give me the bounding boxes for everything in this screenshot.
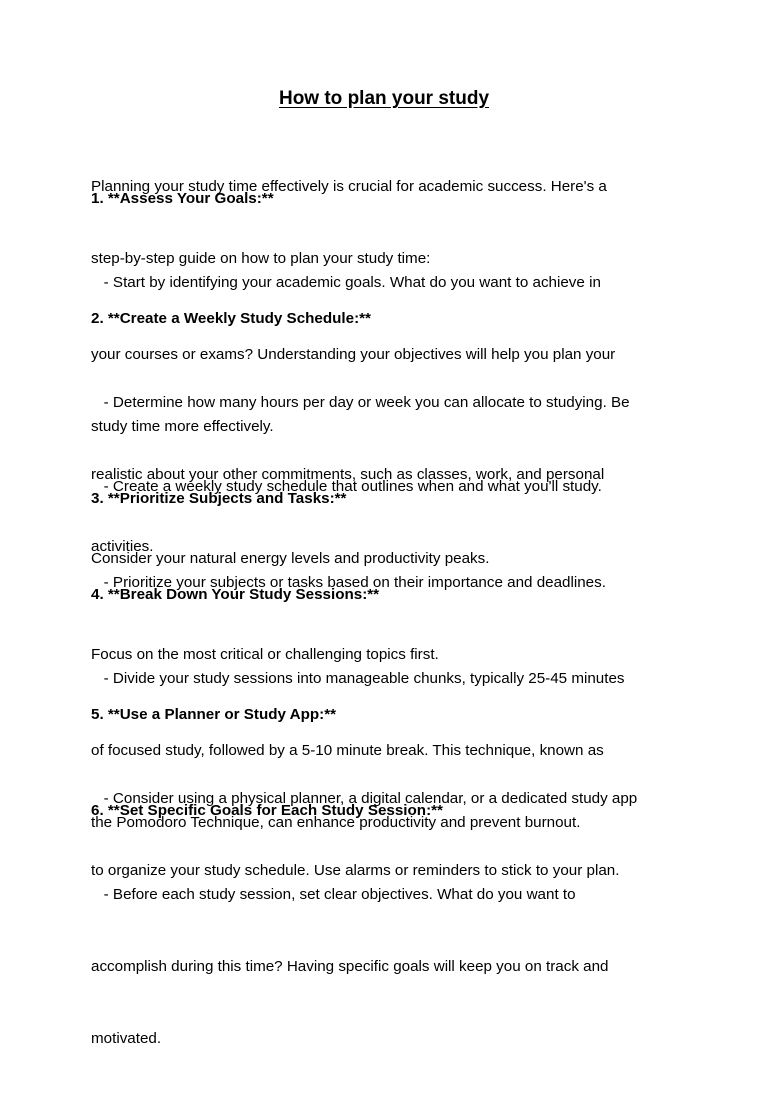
paragraph-line: study time more effectively.	[91, 418, 274, 435]
intro-line: Planning your study time effectively is crucial for academic success. Here's a	[91, 178, 607, 195]
paragraph-line: activities.	[91, 538, 154, 555]
document-title: How to plan your study	[278, 88, 490, 109]
paragraph-line: the Pomodoro Technique, can enhance productivity and prevent burnout.	[91, 814, 581, 831]
paragraph-line: - Consider using a physical planner, a digital calendar, or a dedicated study app	[91, 790, 638, 807]
paragraph-line: your courses or exams? Understanding your objectives will help you plan your	[91, 346, 616, 363]
paragraph-line: - Prioritize your subjects or tasks based on their importance and deadlines.	[91, 574, 606, 591]
section-heading: 5. **Use a Planner or Study App:**	[91, 706, 337, 723]
intro-line: step-by-step guide on how to plan your study time:	[91, 250, 431, 267]
section-heading: 2. **Create a Weekly Study Schedule:**	[91, 310, 371, 327]
section-heading: 1. **Assess Your Goals:**	[91, 190, 274, 207]
section-paragraph	[91, 835, 691, 1099]
paragraph-line: realistic about your other commitments, such as classes, work, and personal	[91, 466, 605, 483]
paragraph-line: Consider your natural energy levels and productivity peaks.	[91, 550, 490, 567]
section-heading: 4. **Break Down Your Study Sessions:**	[91, 586, 380, 603]
paragraph-line: of focused study, followed by a 5-10 minute break. This technique, known as	[91, 742, 604, 759]
paragraph-line: - Determine how many hours per day or week you can allocate to studying. Be	[91, 394, 630, 411]
paragraph-line: to organize your study schedule. Use alarms or reminders to stick to your plan.	[91, 862, 620, 879]
paragraph-line: Focus on the most critical or challenging topics first.	[91, 646, 439, 663]
paragraph-line: - Create a weekly study schedule that outlines when and what you'll study.	[91, 478, 602, 495]
section-heading: 6. **Set Specific Goals for Each Study Session:**	[91, 802, 443, 819]
section-heading: 3. **Prioritize Subjects and Tasks:**	[91, 490, 347, 507]
paragraph-line: - Divide your study sessions into manageable chunks, typically 25-45 minutes	[91, 670, 625, 687]
paragraph-line: accomplish during this time? Having specific goals will keep you on track and	[91, 958, 609, 975]
paragraph-line: motivated.	[91, 1030, 162, 1047]
paragraph-line: - Start by identifying your academic goals. What do you want to achieve in	[91, 274, 601, 291]
paragraph-line: - Before each study session, set clear objectives. What do you want to	[91, 886, 576, 903]
